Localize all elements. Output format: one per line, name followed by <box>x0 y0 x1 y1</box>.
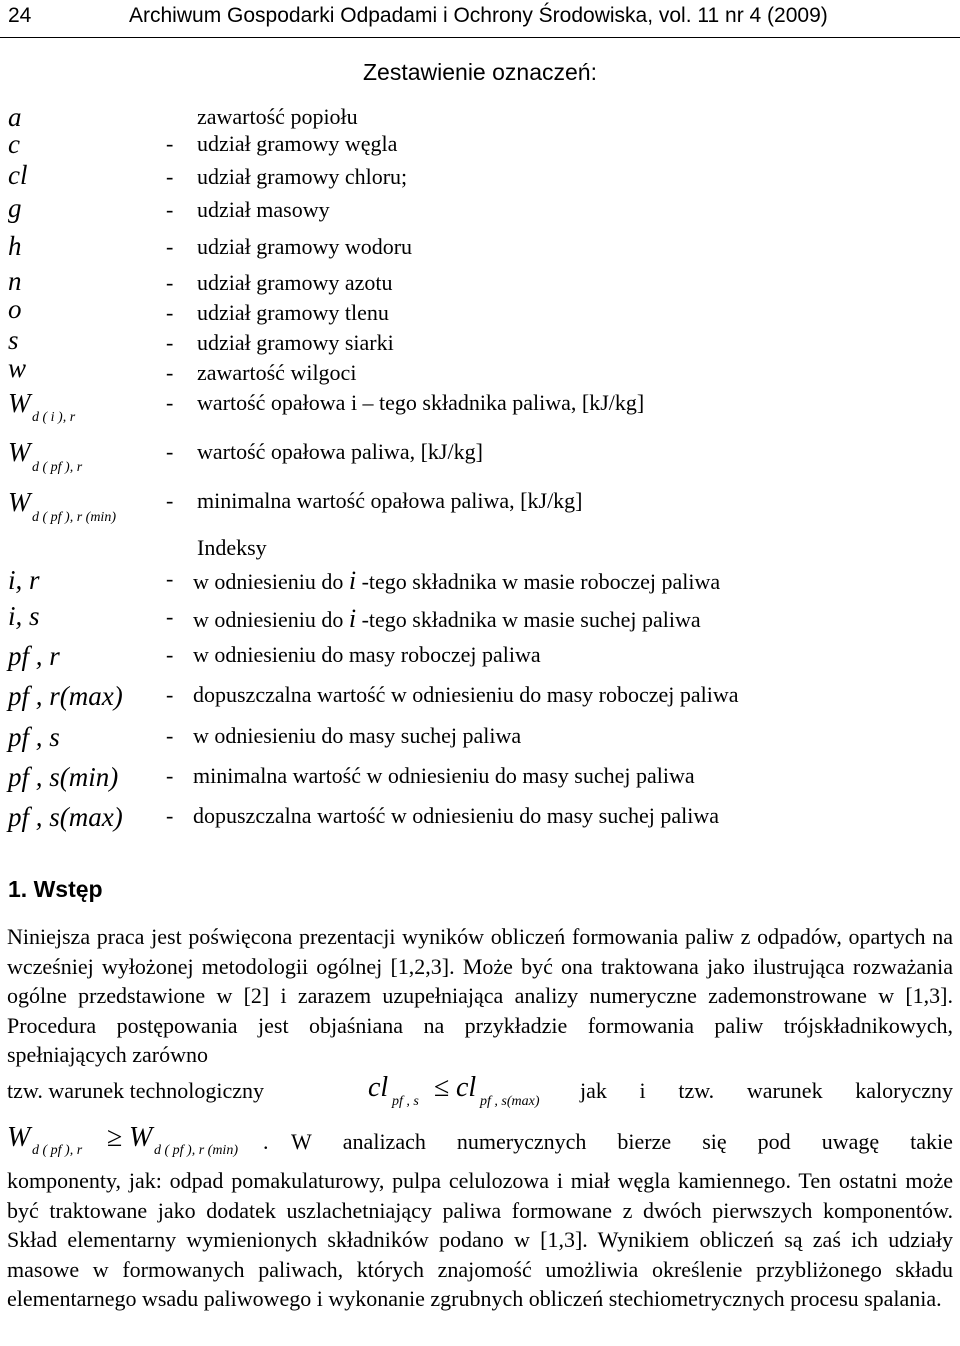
symbol: W <box>8 487 31 517</box>
symbol: g <box>8 193 22 223</box>
dash: - <box>166 164 174 189</box>
formula-W-2: W <box>129 1122 153 1153</box>
symbol-definition: udział gramowy chloru; <box>197 164 408 189</box>
index-definition-post: -tego składnika w masie roboczej paliwa <box>356 569 721 594</box>
formula-line-2 <box>7 1122 953 1166</box>
formula-cl-2: cl <box>456 1072 477 1103</box>
section-heading: 1. Wstęp <box>8 876 103 902</box>
symbol-subscript: d ( pf ), r <box>32 460 83 475</box>
dash: - <box>166 131 174 156</box>
dash: - <box>166 197 174 222</box>
dash: - <box>166 604 174 629</box>
formula-line-1-word: i <box>639 1078 646 1103</box>
dash: - <box>166 763 174 788</box>
formula-line-2-word: się <box>702 1129 727 1154</box>
symbol: a <box>8 102 22 132</box>
symbol: n <box>8 266 22 296</box>
symbol-definition: udział gramowy siarki <box>197 330 394 355</box>
symbol-definition: minimalna wartość opałowa paliwa, [kJ/kg] <box>197 488 583 513</box>
symbol: s <box>8 325 19 355</box>
symbol: W <box>8 388 31 418</box>
formula-line-1 <box>7 1072 953 1112</box>
formula-line-1-word: warunek <box>746 1078 823 1103</box>
index-definition-pre: w odniesieniu do <box>193 569 349 594</box>
dash: - <box>166 566 174 591</box>
formula-W-1: W <box>7 1122 31 1153</box>
formula-line-1-word: tzw. <box>678 1078 715 1103</box>
symbol-definition: udział masowy <box>197 197 330 222</box>
index-definition: w odniesieniu do masy roboczej paliwa <box>193 642 541 667</box>
index-definition: dopuszczalna wartość w odniesieniu do masy suchej paliwa <box>193 803 720 828</box>
formula-subscript-3: d ( pf ), r <box>32 1143 83 1158</box>
formula-line-1-pre: tzw. warunek technologiczny <box>7 1078 264 1103</box>
dash: - <box>166 234 174 259</box>
dash: - <box>166 803 174 828</box>
index-symbol: pf , r(max) <box>8 681 123 711</box>
dash: - <box>166 390 174 415</box>
index-definition: minimalna wartość w odniesieniu do masy suchej paliwa <box>193 763 695 788</box>
symbol: cl <box>8 160 28 190</box>
formula-line-2-word: takie <box>910 1129 953 1154</box>
symbol: w <box>8 353 27 383</box>
formula-line-1-word: jak <box>580 1078 607 1103</box>
dash: - <box>166 270 174 295</box>
formula-line-2-word: W <box>291 1129 312 1154</box>
index-symbol: i, r <box>8 565 40 595</box>
symbol-definition: udział gramowy wodoru <box>197 234 413 259</box>
formula-line-2-word: numerycznych <box>456 1129 587 1154</box>
index-definition <box>193 604 701 634</box>
indices-title: Indeksy <box>197 535 267 560</box>
symbol: o <box>8 294 22 324</box>
dash: - <box>166 360 174 385</box>
symbol-definition: udział gramowy tlenu <box>197 300 389 325</box>
dash: - <box>166 723 174 748</box>
formula-subscript-4: d ( pf ), r (min) <box>154 1143 238 1158</box>
symbol-subscript: d ( i ), r <box>32 410 76 425</box>
formula-line-2-word: pod <box>757 1129 791 1154</box>
formula-cl-1: cl <box>368 1072 389 1103</box>
index-definition: w odniesieniu do masy suchej paliwa <box>193 723 522 748</box>
index-definition-post: -tego składnika w masie suchej paliwa <box>356 607 701 632</box>
index-variable: i <box>348 566 357 595</box>
body-paragraph: komponenty, jak: odpad pomakulaturowy, pulpa celulozowa i miał węgla kamiennego. Ten ostatni może być traktowane jako dodatek uszlachetniający paliwa formowane z dwóch pierwszych komponentów. Skład elementarny wymienionych składników podano w [1,3]. Wynikiem obliczeń są zaś ich udziały masowe w formowanych paliwach, których znajomość umożliwia określenie przybliżonego składu elementarnego wsadu paliwowego i wykonanie zgrubnych obliczeń stechiometrycznych procesu spalania. <box>7 1168 953 1312</box>
index-definition-pre: w odniesieniu do <box>193 607 349 632</box>
less-equal-symbol: ≤ <box>434 1072 450 1103</box>
journal-title: Archiwum Gospodarki Odpadami i Ochrony Środowiska, vol. 11 nr 4 (2009) <box>129 4 828 27</box>
dash: - <box>166 330 174 355</box>
intro-paragraph: Niniejsza praca jest poświęcona prezentacji wyników obliczeń formowania paliw z odpadów, opartych na wcześniej wyłożonej metodologii ogólnej [1,2,3]. Może być ona traktowana jako ilustrująca rozważania ogólne przedstawione w [2] i zarazem uzupełniająca analizy numeryczne zademonstrowane w [1,3]. Procedura postępowania jest objaśniana na przykładzie formowania paliw trójskładnikowych, spełniających zarówno <box>7 924 953 1068</box>
dash: - <box>166 300 174 325</box>
symbol-subscript: d ( pf ), r (min) <box>32 510 116 525</box>
dash: - <box>166 682 174 707</box>
page-number: 24 <box>8 4 32 27</box>
dash: - <box>166 488 174 513</box>
index-symbol: pf , r <box>8 641 60 671</box>
index-variable: i <box>348 604 357 633</box>
symbol: h <box>8 231 22 261</box>
symbol: c <box>8 129 20 159</box>
symbol-definition: wartość opałowa i – tego składnika paliwa, [kJ/kg] <box>197 390 645 415</box>
symbol: W <box>8 437 31 467</box>
symbol-definition: udział gramowy węgla <box>197 131 398 156</box>
index-symbol: i, s <box>8 601 40 631</box>
index-definition: dopuszczalna wartość w odniesieniu do masy roboczej paliwa <box>193 682 739 707</box>
symbol-definition: udział gramowy azotu <box>197 270 393 295</box>
formula-subscript-2: pf , s(max) <box>480 1094 540 1109</box>
formula-line-2-post <box>291 1129 953 1155</box>
symbol-definition: zawartość popiołu <box>197 104 358 129</box>
index-symbol: pf , s(min) <box>8 762 119 792</box>
symbol-definition: wartość opałowa paliwa, [kJ/kg] <box>197 439 483 464</box>
formula-line-2-word: bierze <box>617 1129 672 1154</box>
formula-line-1-word: kaloryczny <box>855 1078 953 1103</box>
notation-title: Zestawienie oznaczeń: <box>363 59 597 85</box>
formula-line-1-post <box>580 1078 953 1104</box>
greater-equal-symbol: ≥ <box>107 1122 123 1153</box>
formula-subscript-1: pf , s <box>392 1094 419 1109</box>
symbol-definition: zawartość wilgoci <box>197 360 357 385</box>
formula-line-2-word: analizach <box>342 1129 426 1154</box>
formula-period: . <box>263 1129 269 1154</box>
index-definition <box>193 566 720 596</box>
dash: - <box>166 642 174 667</box>
formula-line-2-word: uwagę <box>821 1129 880 1154</box>
index-symbol: pf , s <box>8 722 60 752</box>
dash: - <box>166 439 174 464</box>
index-symbol: pf , s(max) <box>8 802 123 832</box>
